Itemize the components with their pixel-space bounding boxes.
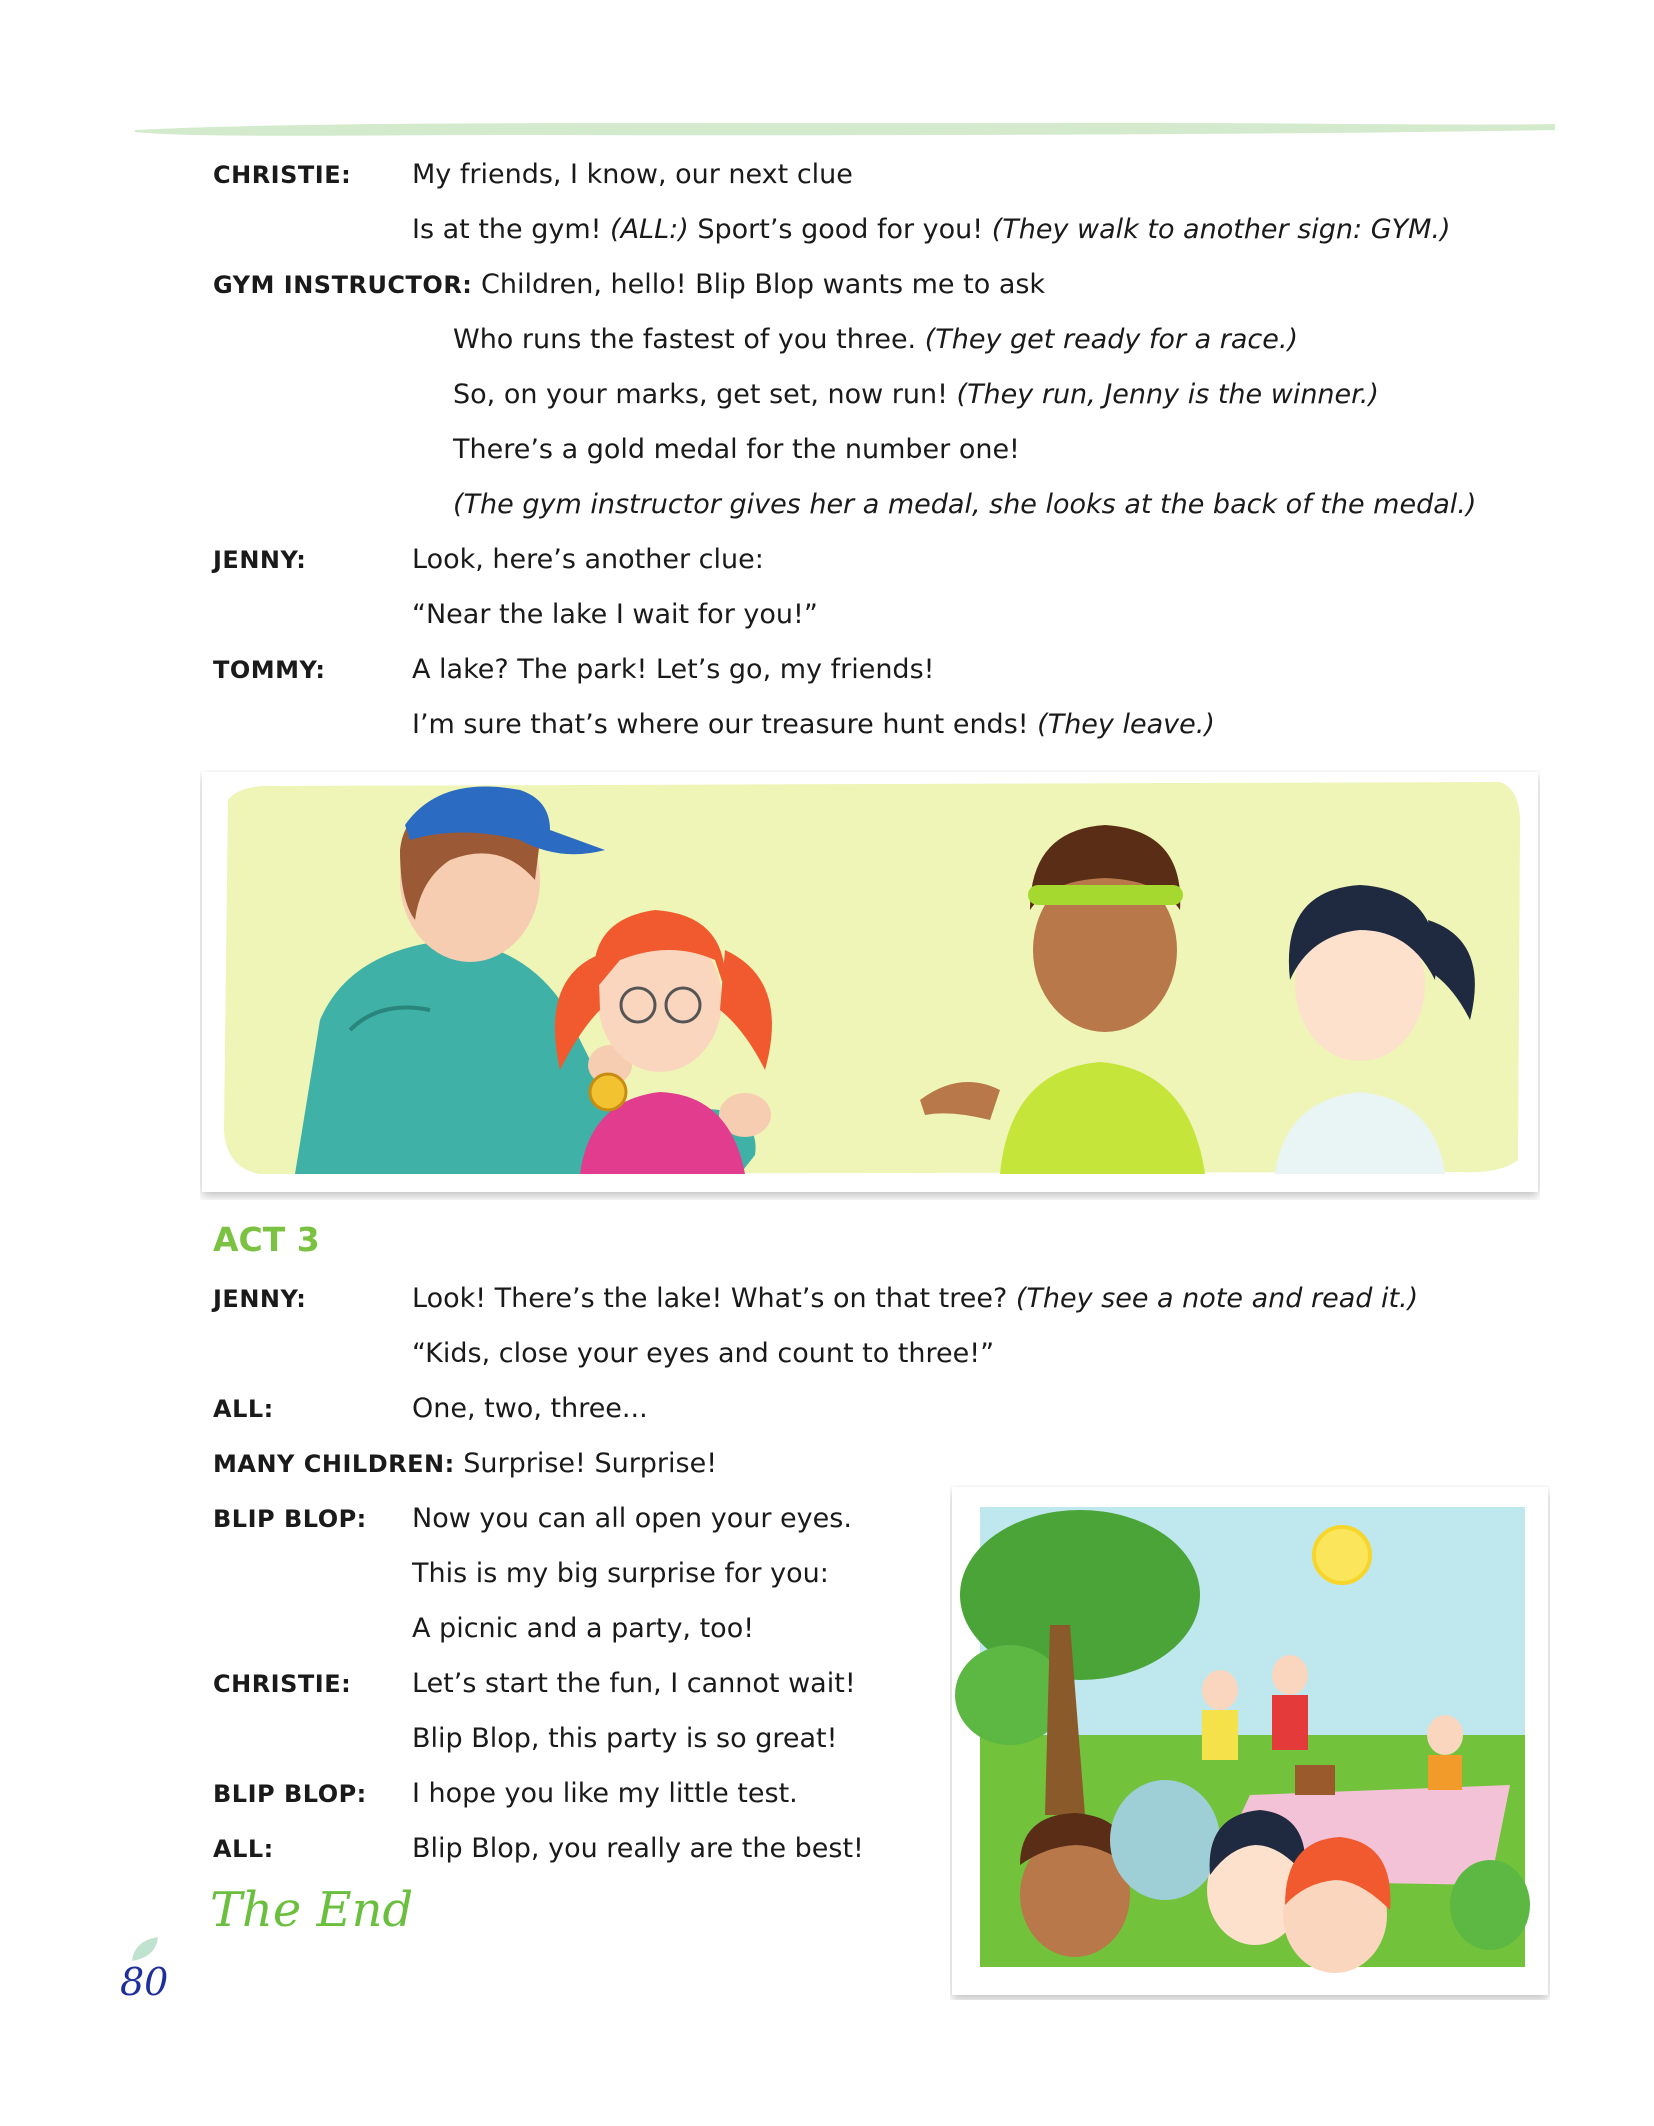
dialogue-line: Blip Blop, you really are the best! [412,1833,864,1864]
act-heading: ACT 3 [213,1220,320,1259]
dialogue-line: Now you can all open your eyes. [412,1503,852,1534]
illustration-medal-scene [200,770,1540,1200]
page-number: 80 [120,1960,169,2004]
speaker-blip-blop: BLIP BLOP: [213,1505,367,1533]
dialogue-line: “Near the lake I wait for you!” [412,599,818,630]
dialogue-line: I’m sure that’s where our treasure hunt ends! (They leave.) [412,709,1215,740]
top-brush-stroke [135,118,1555,140]
speaker-blip-blop: BLIP BLOP: [213,1780,367,1808]
dialogue-line: I hope you like my little test. [412,1778,798,1809]
speaker-gym-instructor: GYM INSTRUCTOR: [213,271,473,299]
dialogue-line: Blip Blop, this party is so great! [412,1723,838,1754]
dialogue-line: Let’s start the fun, I cannot wait! [412,1668,856,1699]
speaker-jenny: JENNY: [213,546,307,574]
illustration-picnic-scene [950,1485,1550,2000]
dialogue-line: There’s a gold medal for the number one! [453,434,1020,465]
speaker-all: ALL: [213,1835,274,1863]
the-end-title: The End [210,1882,414,1938]
speaker-jenny: JENNY: [213,1285,307,1313]
dialogue-line: GYM INSTRUCTOR: Children, hello! Blip Blop wants me to ask [213,269,1046,300]
dialogue-line: One, two, three... [412,1393,648,1424]
speaker-tommy: TOMMY: [213,656,326,684]
dialogue-line: Who runs the fastest of you three. (They get ready for a race.) [453,324,1298,355]
dialogue-line: This is my big surprise for you: [412,1558,829,1589]
speaker-many-children: MANY CHILDREN: [213,1450,455,1478]
dialogue-line: Is at the gym! (ALL:) Sport’s good for you! (They walk to another sign: GYM.) [412,214,1451,245]
dialogue-line: “Kids, close your eyes and count to three!” [412,1338,995,1369]
speaker-all: ALL: [213,1395,274,1423]
dialogue-line: A lake? The park! Let’s go, my friends! [412,654,935,685]
speaker-christie: CHRISTIE: [213,161,352,189]
dialogue-line: Look, here’s another clue: [412,544,764,575]
dialogue-line: My friends, I know, our next clue [412,159,853,190]
dialogue-line: So, on your marks, get set, now run! (They run, Jenny is the winner.) [453,379,1379,410]
stage-direction: (The gym instructor gives her a medal, she looks at the back of the medal.) [453,489,1477,520]
speaker-christie: CHRISTIE: [213,1670,352,1698]
dialogue-line: Look! There’s the lake! What’s on that tree? (They see a note and read it.) [412,1283,1419,1314]
dialogue-line: MANY CHILDREN: Surprise! Surprise! [213,1448,718,1479]
dialogue-line: A picnic and a party, too! [412,1613,755,1644]
